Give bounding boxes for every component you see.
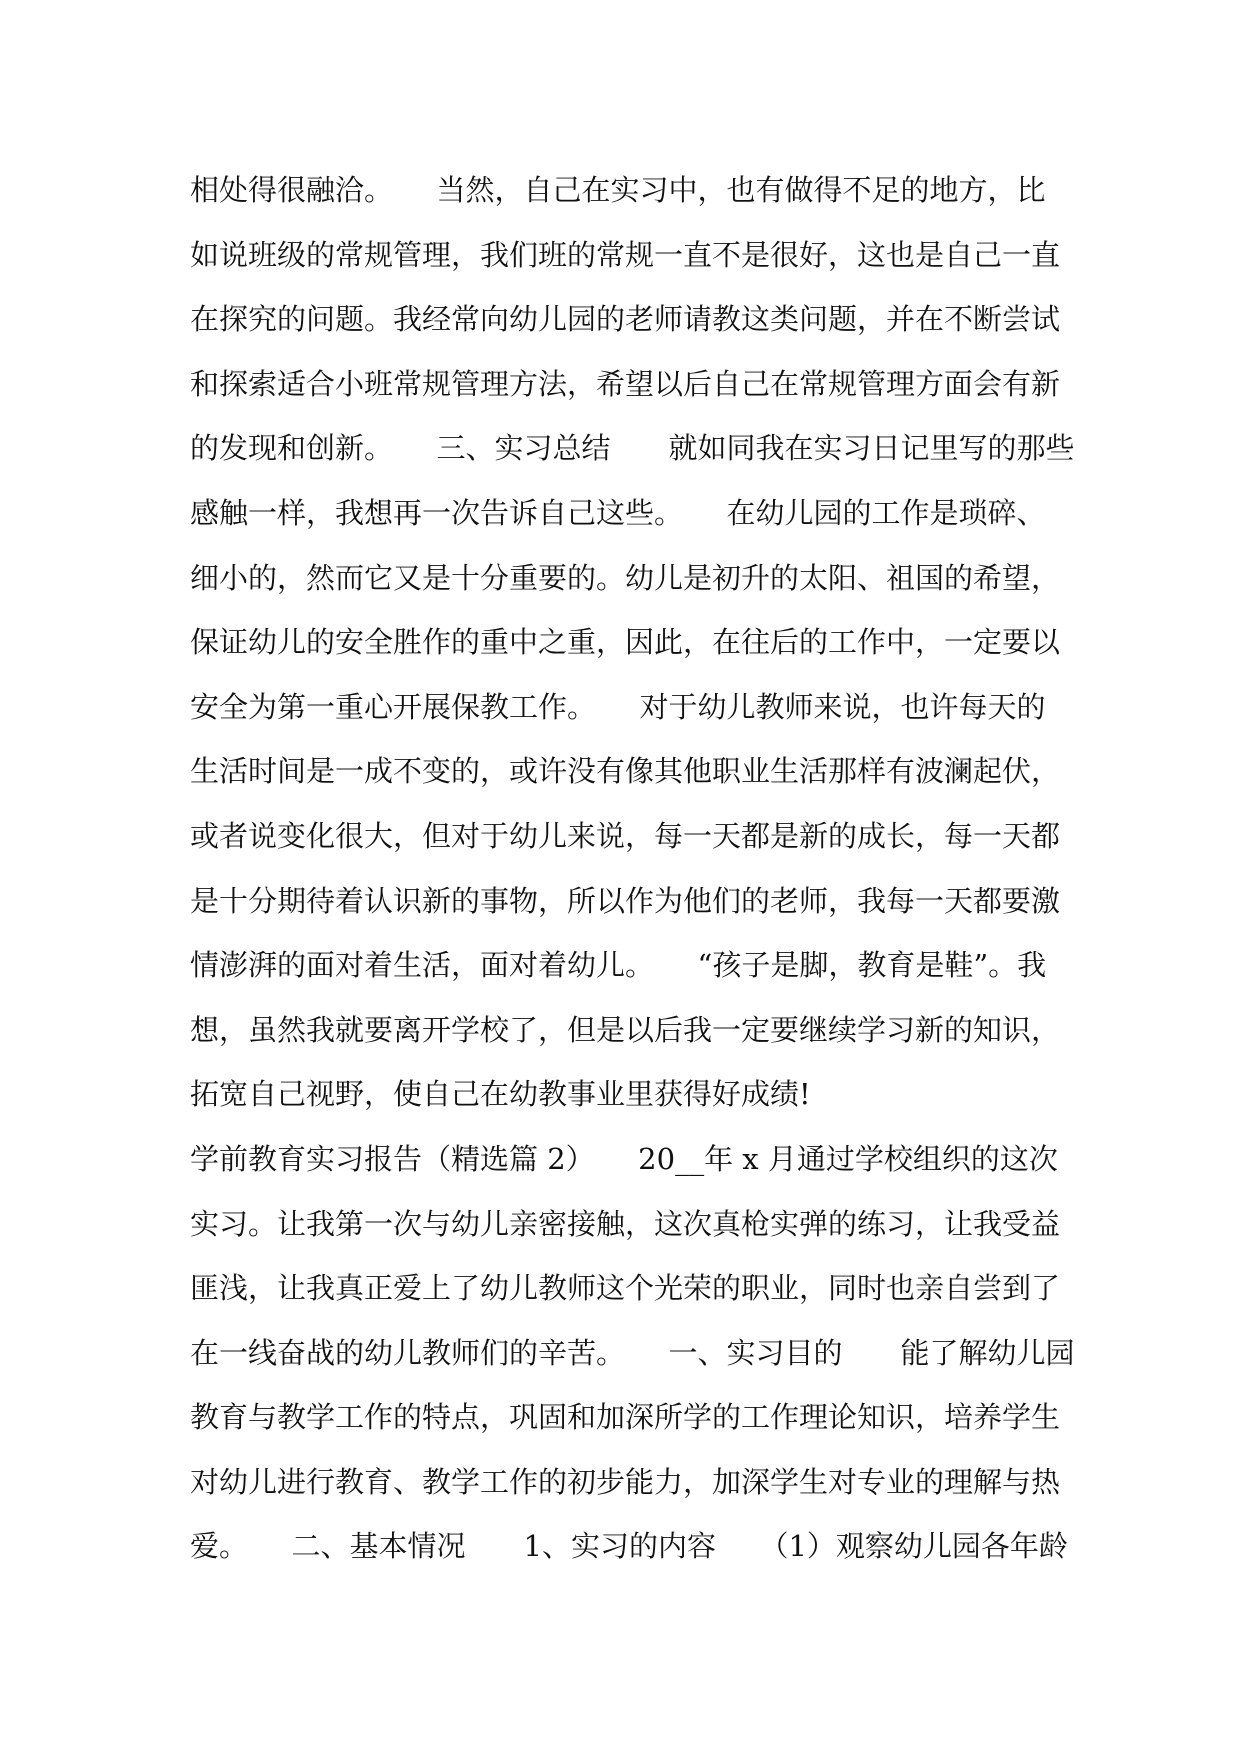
- text-line-20: 教育与教学工作的特点，巩固和加深所学的工作理论知识，培养学生: [190, 1400, 1061, 1435]
- text-line-18: 匪浅，让我真正爱上了幼儿教师这个光荣的职业，同时也亲自尝到了: [190, 1271, 1061, 1306]
- text-line-17: 实习。让我第一次与幼儿亲密接触，这次真枪实弹的练习，让我受益: [190, 1206, 1061, 1241]
- text-line-8: 保证幼儿的安全胜作的重中之重，因此，在往后的工作中，一定要以: [190, 625, 1061, 660]
- text-line-15: 拓宽自己视野，使自己在幼教事业里获得好成绩!: [190, 1077, 811, 1112]
- text-line-7: 细小的，然而它又是十分重要的。幼儿是初升的太阳、祖国的希望，: [190, 560, 1061, 595]
- text-line-11: 或者说变化很大，但对于幼儿来说，每一天都是新的成长，每一天都: [190, 818, 1061, 853]
- text-line-21: 对幼儿进行教育、教学工作的初步能力，加深学生对专业的理解与热: [190, 1464, 1061, 1499]
- text-line-6: 感触一样，我想再一次告诉自己这些。 在幼儿园的工作是琐碎、: [190, 495, 1046, 530]
- text-line-14: 想，虽然我就要离开学校了，但是以后我一定要继续学习新的知识，: [190, 1012, 1061, 1047]
- text-line-4: 和探索适合小班常规管理方法，希望以后自己在常规管理方面会有新: [190, 366, 1061, 401]
- text-line-3: 在探究的问题。我经常向幼儿园的老师请教这类问题，并在不断尝试: [190, 302, 1061, 337]
- text-line-13: 情澎湃的面对着生活，面对着幼儿。 “孩子是脚，教育是鞋”。我: [190, 948, 1047, 983]
- text-line-10: 生活时间是一成不变的，或许没有像其他职业生活那样有波澜起伏，: [190, 754, 1061, 789]
- text-line-9: 安全为第一重心开展保教工作。 对于幼儿教师来说，也许每天的: [190, 689, 1046, 724]
- text-line-5: 的发现和创新。 三、实习总结 就如同我在实习日记里写的那些: [190, 431, 1075, 466]
- text-line-22: 爱。 二、基本情况 1、实习的内容 （1）观察幼儿园各年龄: [190, 1529, 1068, 1564]
- text-line-16: 学前教育实习报告（精选篇 2） 20__年 x 月通过学校组织的这次: [190, 1141, 1058, 1176]
- text-line-2: 如说班级的常规管理，我们班的常规一直不是很好，这也是自己一直: [190, 237, 1061, 272]
- text-line-12: 是十分期待着认识新的事物，所以作为他们的老师，我每一天都要激: [190, 883, 1061, 918]
- text-line-19: 在一线奋战的幼儿教师们的辛苦。 一、实习目的 能了解幼儿园: [190, 1335, 1075, 1370]
- text-line-1: 相处得很融洽。 当然，自己在实习中，也有做得不足的地方，比: [190, 173, 1046, 207]
- document-body: [190, 158, 1075, 1579]
